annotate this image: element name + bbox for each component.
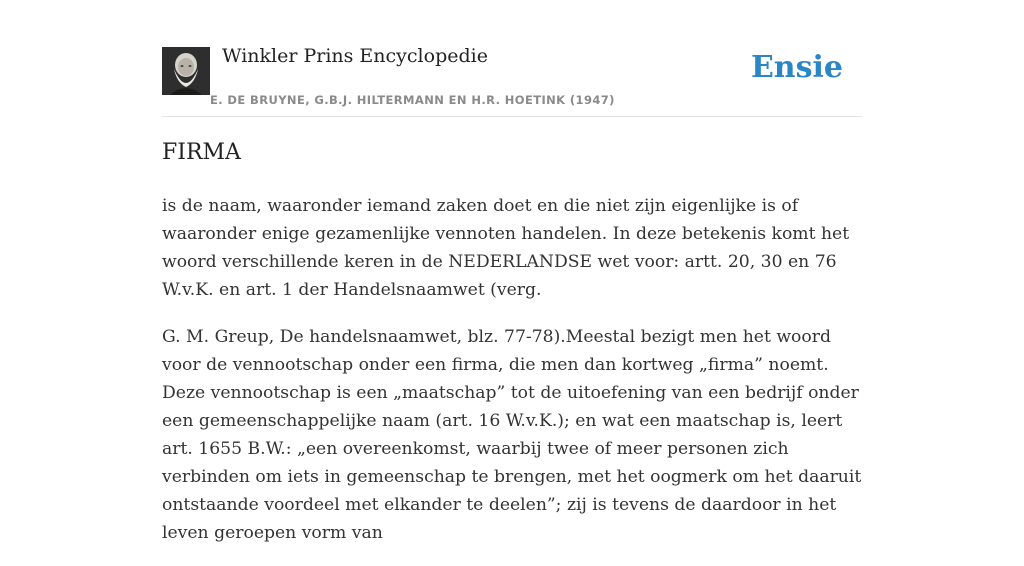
content-container: [162, 0, 862, 543]
book-authors: E. DE BRUYNE, G.B.J. HILTERMANN EN H.R. HOETINK (1947): [210, 93, 615, 107]
brand-logo[interactable]: Ensie: [750, 50, 843, 85]
article-paragraph: G. M. Greup, De handelsnaamwet, blz. 77-78).Meestal bezigt men het woord voor de vennootschap onder een firma, die men dan kortweg „firma” noemt. Deze vennootschap is een „maatschap” tot de uitoefening van een bedrijf onder een gemeenschappelijke naam (art. 16 W.v.K.); en wat een maatschap is, leert art. 1655 B.W.: „een overeenkomst, waarbij twee of meer personen zich verbinden om iets in gemeenschap te brengen, met het oogmerk om het daaruit ontstaande voordeel met elkander te deelen”; zij is tevens de daardoor in het leven geroepen vorm van: [162, 327, 862, 543]
book-header: [162, 0, 862, 117]
book-title[interactable]: Winkler Prins Encyclopedie: [222, 45, 488, 67]
author-portrait-icon[interactable]: [162, 47, 210, 95]
article-title: FIRMA: [162, 140, 241, 165]
article-paragraph: is de naam, waaronder iemand zaken doet en die niet zijn eigenlijke is of waaronder enige gezamenlijke vennoten handelen. In deze betekenis komt het woord verschillende keren in de NEDERLANDSE wet voor: artt. 20, 30 en 76 W.v.K. en art. 1 der Handelsnaamwet (verg.: [162, 196, 850, 300]
article-body: [162, 192, 862, 566]
